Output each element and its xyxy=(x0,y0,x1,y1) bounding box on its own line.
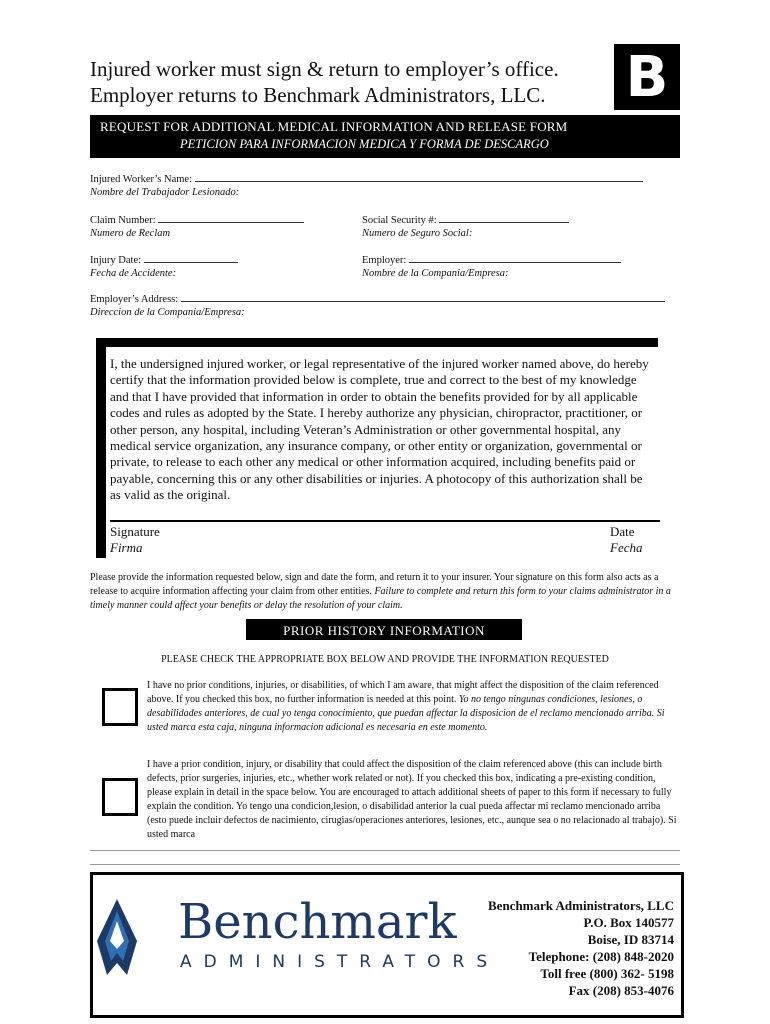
signature-label: Signature xyxy=(110,524,160,539)
prior-history-title: PRIOR HISTORY INFORMATION xyxy=(246,619,522,640)
worker-name-field[interactable] xyxy=(90,172,680,199)
employer-address-field[interactable] xyxy=(90,292,665,319)
worker-name-label: Injured Worker’s Name: xyxy=(90,174,192,185)
employer-address-label: Employer’s Address: xyxy=(90,294,179,305)
employer-address-line[interactable] xyxy=(181,292,665,302)
no-prior-condition-checkbox[interactable] xyxy=(102,688,138,726)
footer-address xyxy=(470,897,674,999)
explanation-line-1[interactable] xyxy=(90,850,680,851)
telephone: Telephone: (208) 848-2020 xyxy=(528,949,674,964)
employer-address-label-es: Direccion de la Compania/Empresa: xyxy=(90,307,245,318)
injury-date-line[interactable] xyxy=(144,253,238,263)
ssn-label-es: Numero de Seguro Social: xyxy=(362,228,473,239)
city-state: Boise, ID 83714 xyxy=(587,932,674,947)
no-prior-condition-spanish: Yo no tengo ningunas condiciones, lesiones, o desabilidades anteriores, de cual yo tenga conocimiento, que puedan affectar la disposicion de el reclamo mencionado arriba. Si usted marca esta caja, ninguna informacion adicional es necesaria en este momento. xyxy=(147,694,665,733)
company-name: Benchmark Administrators, LLC xyxy=(488,898,674,913)
logo-wordmark: Benchmark xyxy=(178,894,457,950)
instructions-paragraph xyxy=(90,571,680,613)
po-box: P.O. Box 140577 xyxy=(583,915,674,930)
employer-label: Employer: xyxy=(362,255,407,266)
prior-history-subtitle: PLEASE CHECK THE APPROPRIATE BOX BELOW AND PROVIDE THE INFORMATION REQUESTED xyxy=(161,654,609,665)
claim-number-field[interactable] xyxy=(90,213,304,240)
no-prior-condition-english: I have no prior conditions, injuries, or disabilities, of which I am aware, that might affect the disposition of the claim referenced above. If you checked this box, no further information is needed at this point. xyxy=(147,680,659,705)
form-title-english: REQUEST FOR ADDITIONAL MEDICAL INFORMATION AND RELEASE FORM xyxy=(100,119,568,134)
claim-number-line[interactable] xyxy=(158,213,304,223)
instructions-warning: Failure to complete and return this form to your claims administrator in a timely manner could affect your benefits or delay the resolution of your claim. xyxy=(90,586,671,611)
instructions-text: Please provide the information requested below, sign and date the form, and return it to your insurer. Your signature on this form also acts as a release to acquire information affecting your claim from other entities. xyxy=(90,572,659,597)
employer-label-es: Nombre de la Compania/Empresa: xyxy=(362,268,509,279)
date-label-es: Fecha xyxy=(610,540,643,555)
claim-number-label-es: Numero de Reclam xyxy=(90,228,171,239)
injury-date-label-es: Fecha de Accidente: xyxy=(90,268,177,279)
ssn-field[interactable] xyxy=(362,213,569,240)
certification-text: I, the undersigned injured worker, or legal representative of the injured worker named above, do hereby certify that the information provided below is complete, true and correct to the best of my knowledge and that I have provided that information in order to obtain the benefits provided for by all applicable codes and rules as adopted by the State. I hereby authorize any physician, chiropractor, practitioner, or other person, any hospital, including Veteran’s Administration or other governmental hospital, any medical service organization, any insurance company, or other entity or organization, governmental or private, to release to each other any medical or other information acquired, including benefits paid or payable, concerning this or any other disabilities or injuries. A photocopy of this authorization shall be as valid as the original. xyxy=(110,356,649,503)
benchmark-logo-icon xyxy=(93,897,141,977)
worker-name-label-es: Nombre del Trabajador Lesionado: xyxy=(90,187,240,198)
no-prior-condition-text xyxy=(147,679,680,735)
explanation-line-2[interactable] xyxy=(90,864,680,865)
date-label: Date xyxy=(610,524,635,539)
claim-number-label: Claim Number: xyxy=(90,215,156,226)
form-title-bar xyxy=(90,115,680,158)
worker-name-line[interactable] xyxy=(195,172,643,182)
logo-subtitle: ADMINISTRATORS xyxy=(180,952,500,972)
header-line-2: Employer returns to Benchmark Administrators, LLC. xyxy=(90,83,546,107)
fax: Fax (208) 853-4076 xyxy=(568,983,674,998)
form-title-spanish: PETICION PARA INFORMACION MEDICA Y FORMA DE DESCARGO xyxy=(180,137,549,151)
header-line-1: Injured worker must sign & return to employer’s office. xyxy=(90,57,559,81)
injury-date-label: Injury Date: xyxy=(90,255,142,266)
signature-label-es: Firma xyxy=(110,540,143,555)
employer-line[interactable] xyxy=(409,253,621,263)
injury-date-field[interactable] xyxy=(90,253,238,280)
ssn-line[interactable] xyxy=(439,213,569,223)
ssn-label: Social Security #: xyxy=(362,215,437,226)
signature-line[interactable] xyxy=(110,520,660,522)
prior-condition-text: I have a prior condition, injury, or disability that could affect the disposition of the claim referenced above (this can include birth defects, prior surgeries, injuries, etc., whether work related or not). If you checked this box, indicating a pre-existing condition, please explain in detail in the space below. You are encouraged to attach additional sheets of paper to this form if necessary to fully explain the condition. Yo tengo una condicion,lesion, o disabilidad anterior la cual pueda affectar mi reclamo mencionado arriba (esto puede incluir defectos de nacimiento, cirugias/operaciones anteriores, lesiones, etc., aunque sea o no relacionado al trabajo). Si usted marca xyxy=(147,759,677,840)
prior-condition-checkbox[interactable] xyxy=(102,778,138,816)
toll-free: Toll free (800) 362- 5198 xyxy=(540,966,674,981)
employer-field[interactable] xyxy=(362,253,621,280)
form-letter-badge: B xyxy=(614,44,680,110)
